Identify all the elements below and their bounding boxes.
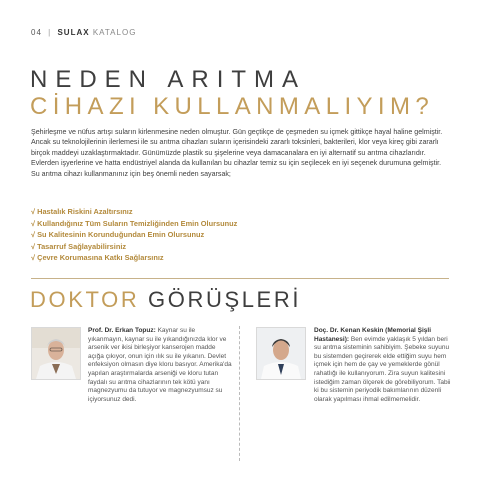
doctor-1-photo [31,327,81,380]
title-line-1: NEDEN ARITMA [30,66,307,93]
doctor-2-text: Ben evimde yaklaşık 5 yıldan beri su arıtma sisteminin sahibiyim. Şebeke suyunu bu sistemden geçirerek elde ettiğim suyu hem içmek için hem de çay ve yemeklerde gönül rahatlığı ile kullanıyorum. Zira suyun kalitesini istediğim zaman ölçerek de görebiliyorum. Tabii ki bu sistemin periyodik bakımlarının düzenli olarak yapılması ihmal edilmemelidir. [314,335,451,403]
doctors-title-part1: DOKTOR [30,287,140,312]
doctor-1-text: Kaynar su ile yıkanmayın, kaynar su ile yıkandığınızda klor ve arsenik ver ikisi birleşiyor kanserojen madde açığa çıkıyor, onun için ılık su ile yıkanın. Devlet enfeksiyon olmasın diye kloru basıyor. Amerika'da yapılan araştırmalarda arseniği ve kloru tutan faydalı su arıtma cihazlarının tek kötü yanı magnezyumu da tutuyor ve magnezyumsuz su içiyorsunuz dedi. [88,327,232,403]
title-line-2: CİHAZI KULLANMALIYIM? [30,93,435,120]
column-separator [239,326,240,461]
benefit-item: √ Hastalık Riskini Azaltırsınız [31,207,133,216]
doctors-title-part2: GÖRÜŞLERİ [148,287,302,312]
benefits-list [31,206,237,264]
doctor-1-name: Prof. Dr. Erkan Topuz: [88,327,156,334]
doctor-2-quote [314,327,454,404]
doctor-2-photo [256,327,306,380]
section-divider [31,278,449,279]
page-header [31,28,136,37]
doctor-1-quote [88,327,232,404]
benefit-item: √ Çevre Korumasına Katkı Sağlarsınız [31,253,164,263]
page-number: 04 [31,28,42,37]
intro-paragraph: Şehirleşme ve nüfus artışı suların kirlenmesine neden olmuştur. Gün geçtikçe de çeşmeden su içmek gittikçe hayal haline gelmiştir. Ancak su teknolojilerinin ilerlemesi ile su arıtma cihazları suların içerisindeki zararlı toksinleri, bakterileri, klor veya kireç gibi zararlı birçok maddeyi uzaklaştırmaktadır. Günümüzde plastik su şişelerine veya damacanalara en iyi alternatif su arıtma cihazlarıdır. Evlerden işyerlerine ve hatta endüstriyel alanda da kullanılan bu cihazlar temiz su için seçilecek en iyi seçenek durumuna gelmiştir. Su arıtma cihazı kullanmanınız için beş önemli neden sayarsak; [31,128,443,178]
doctors-section-title [30,287,301,313]
header-separator: | [48,28,52,37]
brand-name: SULAX [57,28,90,37]
benefit-item: √ Su Kalitesinin Korunduğundan Emin Olursunuz [31,230,205,240]
benefit-item: √ Tasarruf Sağlayabilirsiniz [31,241,127,251]
catalog-label: KATALOG [92,28,137,37]
benefit-item: √ Kullandığınız Tüm Suların Temizliğinden Emin Olursunuz [31,218,238,228]
doctor-2-name: Doç. Dr. Kenan Keskin (Memorial Şişli Hastanesi): [314,327,432,343]
